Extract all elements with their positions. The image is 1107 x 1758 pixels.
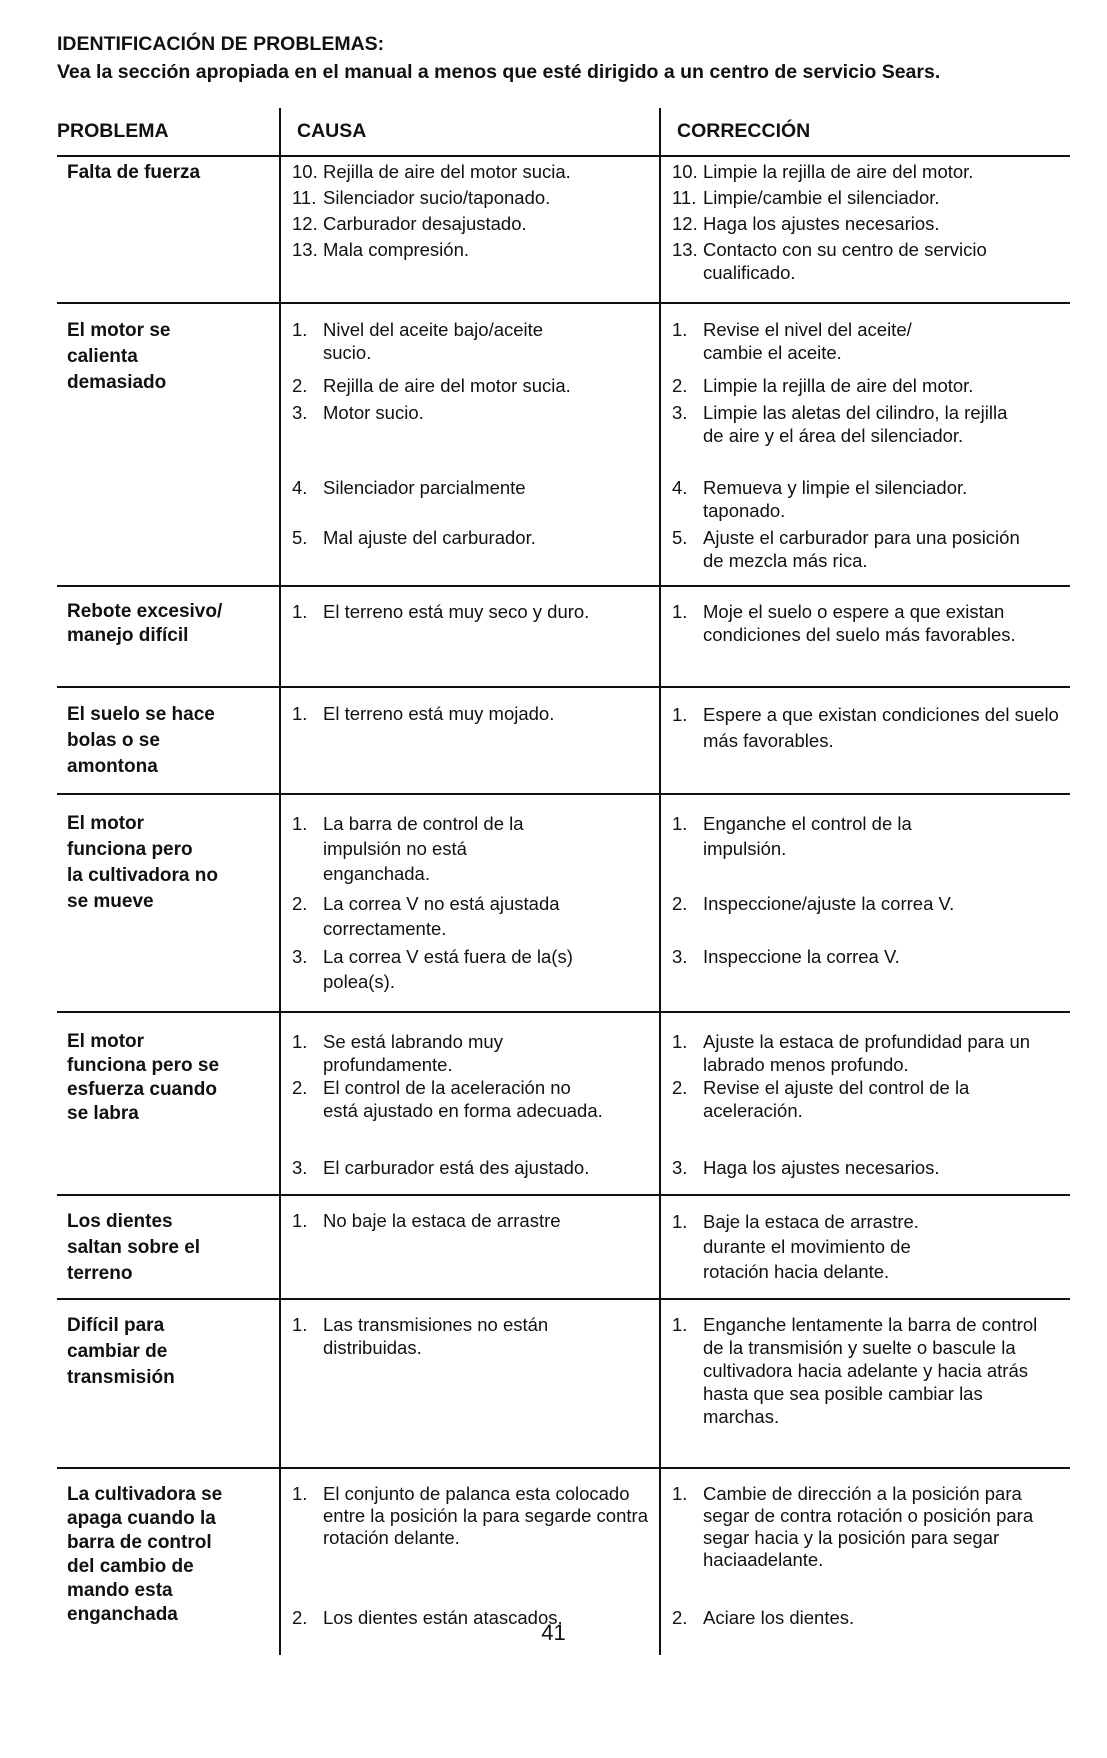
list-item: 3. Inspeccione la correa V.: [672, 946, 900, 967]
list-item: 2. La correa V no está ajustada correctamente.: [292, 893, 560, 939]
list-item: 11. Limpie/cambie el silenciador.: [672, 187, 940, 208]
row-divider: [57, 585, 1070, 587]
list-item: 5. Mal ajuste del carburador.: [292, 527, 536, 548]
row-divider: [57, 793, 1070, 795]
list-item: 5. Ajuste el carburador para una posición de mezcla más rica.: [672, 527, 1020, 571]
row-divider: [57, 1298, 1070, 1300]
problem-label: El motor se calienta demasiado: [67, 320, 171, 393]
problem-label: La cultivadora se apaga cuando la barra de control del cambio de mando esta enganchada: [67, 1484, 223, 1625]
column-header-causa: CAUSA: [297, 120, 367, 142]
section-title: IDENTIFICACIÓN DE PROBLEMAS:: [57, 33, 385, 55]
problem-label: El motor funciona pero se esfuerza cuando se labra: [67, 1031, 220, 1124]
problem-label: Difícil para cambiar de transmisión: [67, 1315, 175, 1388]
column-divider-right: [659, 108, 661, 1655]
list-item: 2. Revise el ajuste del control de la aceleración.: [672, 1077, 970, 1121]
list-item: 3. Haga los ajustes necesarios.: [672, 1157, 940, 1178]
row-divider: [57, 1194, 1070, 1196]
list-item: 2. Inspeccione/ajuste la correa V.: [672, 893, 955, 914]
list-item: 1. El conjunto de palanca esta colocado entre la posición la para segarde contra rotación delante.: [292, 1483, 648, 1548]
list-item: 4. Remueva y limpie el silenciador. taponado.: [672, 477, 968, 521]
problem-label: El motor funciona pero la cultivadora no se mueve: [67, 813, 218, 912]
list-item: 1. Nivel del aceite bajo/aceite sucio.: [292, 319, 544, 363]
list-item: 1. No baje la estaca de arrastre: [292, 1210, 561, 1231]
row-divider: [57, 302, 1070, 304]
list-item: 1. El terreno está muy mojado.: [292, 703, 555, 724]
row-divider: [57, 1011, 1070, 1013]
list-item: 3. Motor sucio.: [292, 402, 424, 423]
list-item: 12. Haga los ajustes necesarios.: [672, 213, 940, 234]
list-item: 10. Rejilla de aire del motor sucia.: [292, 161, 571, 182]
column-header-problema: PROBLEMA: [57, 120, 169, 142]
list-item: 1. Se está labrando muy profundamente.: [292, 1031, 503, 1075]
list-item: 3. El carburador está des ajustado.: [292, 1157, 590, 1178]
list-item: 1. Ajuste la estaca de profundidad para un labrado menos profundo.: [672, 1031, 1031, 1075]
list-item: 2. Rejilla de aire del motor sucia.: [292, 375, 571, 396]
list-item: 2. Aciare los dientes.: [672, 1607, 855, 1628]
list-item: 1. Moje el suelo o espere a que existan condiciones del suelo más favorables.: [672, 601, 1016, 645]
list-item: 1. Enganche el control de la impulsión.: [672, 813, 912, 859]
list-item: 3. La correa V está fuera de la(s) polea(s).: [292, 946, 573, 992]
problem-label: Rebote excesivo/ manejo difícil: [67, 601, 223, 646]
list-item: 1. Enganche lentamente la barra de control de la transmisión y suelte o bascule la cultivadora hacia adelante y hacia atrás hasta que sea posible cambiar las marchas.: [672, 1314, 1038, 1427]
column-header-correccion: CORRECCIÓN: [677, 120, 811, 142]
list-item: 1. Revise el nivel del aceite/ cambie el aceite.: [672, 319, 912, 363]
row-divider: [57, 686, 1070, 688]
list-item: 3. Limpie las aletas del cilindro, la rejilla de aire y el área del silenciador.: [672, 402, 1008, 446]
problem-label: El suelo se hace bolas o se amontona: [67, 704, 215, 777]
column-divider-left: [279, 108, 281, 1655]
list-item: 1. Cambie de dirección a la posición para segar de contra rotación o posición para segar hacia y la posición para segar haciaadelante.: [672, 1483, 1034, 1570]
list-item: 2. Los dientes están atascados.: [292, 1607, 563, 1628]
list-item: 1. La barra de control de la impulsión no está enganchada.: [292, 813, 524, 884]
problem-label: Los dientes saltan sobre el terreno: [67, 1211, 201, 1284]
row-divider: [57, 1467, 1070, 1469]
list-item: 10. Limpie la rejilla de aire del motor.: [672, 161, 974, 182]
list-item: 13. Contacto con su centro de servicio cualificado.: [672, 239, 987, 283]
section-note: Vea la sección apropiada en el manual a menos que esté dirigido a un centro de servicio Sears.: [57, 61, 941, 83]
list-item: 4. Silenciador parcialmente: [292, 477, 526, 498]
page-number: 41: [541, 1620, 566, 1645]
list-item: 1. Espere a que existan condiciones del suelo más favorables.: [672, 704, 1059, 751]
list-item: 11. Silenciador sucio/taponado.: [292, 187, 551, 208]
list-item: 1. Las transmisiones no están distribuidas.: [292, 1314, 549, 1358]
list-item: 2. Limpie la rejilla de aire del motor.: [672, 375, 974, 396]
list-item: 12. Carburador desajustado.: [292, 213, 527, 234]
list-item: 13. Mala compresión.: [292, 239, 470, 260]
problem-label: Falta de fuerza: [67, 162, 201, 183]
list-item: 2. El control de la aceleración no está ajustado en forma adecuada.: [292, 1077, 603, 1121]
list-item: 1. Baje la estaca de arrastre. durante el movimiento de rotación hacia delante.: [672, 1211, 919, 1282]
row-divider: [57, 155, 1070, 157]
list-item: 1. El terreno está muy seco y duro.: [292, 601, 590, 622]
